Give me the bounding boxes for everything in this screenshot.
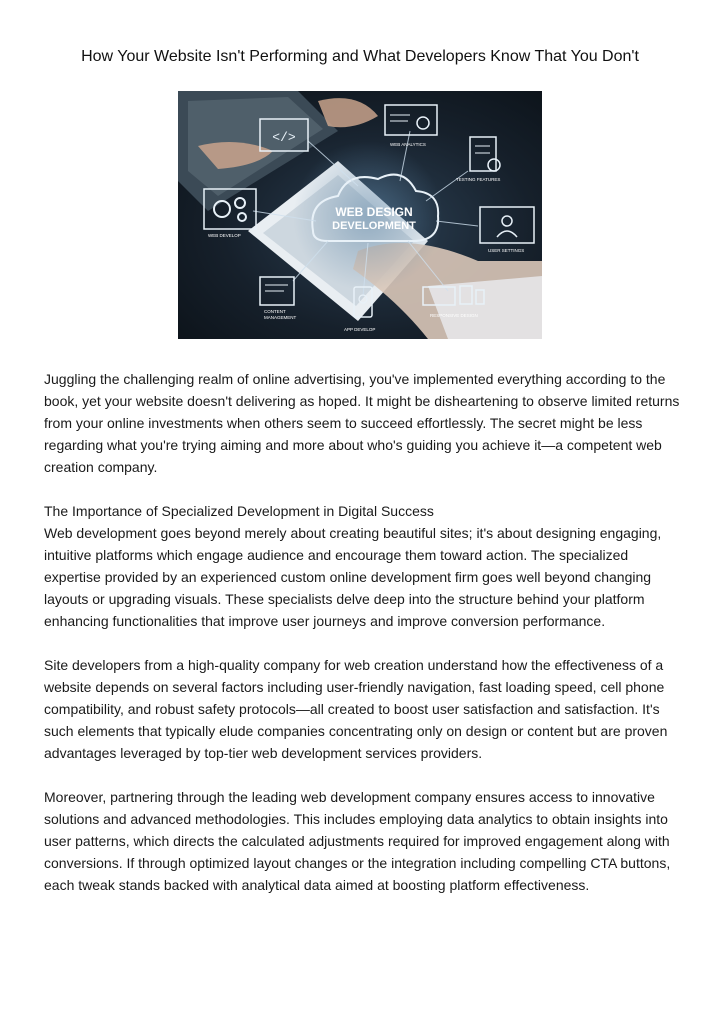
- app-develop-label: APP DEVELOP: [344, 327, 376, 332]
- svg-text:</>: </>: [272, 130, 296, 145]
- section-body-paragraph: Web development goes beyond merely about creating beautiful sites; it's about designing engaging, intuitive platforms which engage audience and encourage them toward action. The specialized expertise provided by an experienced custom online development firm goes well beyond changing layouts or upgrading visuals. These specialists delve deep into the structure behind your platform enhancing functionalities that improve user journeys and improve conversion performance.: [44, 525, 662, 629]
- hero-caption-line1: WEB DESIGN: [335, 205, 413, 219]
- web-develop-label: WEB DEVELOP: [208, 233, 241, 238]
- user-settings-icon: [480, 207, 534, 243]
- testing-features-label: TESTING FEATURES: [456, 177, 501, 182]
- hero-caption-line2: DEVELOPMENT: [332, 220, 416, 232]
- content-management-label-1: CONTENT: [264, 309, 286, 314]
- responsive-design-label: RESPONSIVE DESIGN: [430, 313, 478, 318]
- user-settings-label: USER SETTINGS: [488, 248, 525, 253]
- web-analytics-icon: [385, 105, 437, 135]
- content-management-icon: [260, 277, 294, 305]
- web-analytics-label: WEB ANALYTICS: [390, 142, 426, 147]
- intro-paragraph: Juggling the challenging realm of online advertising, you've implemented everything according to the book, yet your website doesn't delivering as hoped. It might be disheartening to observe limited returns from your online investments when others seem to succeed effortlessly. The secret might be less regarding what you're trying aiming and more about who's guiding you achieve it—a competent web creation company.: [44, 371, 680, 475]
- paragraph-4: Moreover, partnering through the leading web development company ensures access to innovative solutions and advanced methodologies. This includes employing data analytics to obtain insights into user patterns, which directs the calculated adjustments required for improved engagement along with conversions. If through optimized layout changes or the integration including compelling CTA buttons, each tweak stands backed with analytical data aimed at boosting platform effectiveness.: [44, 789, 671, 893]
- document-title: How Your Website Isn't Performing and What Developers Know That You Don't: [81, 48, 639, 65]
- web-design-illustration: [178, 91, 542, 339]
- testing-features-icon: [470, 137, 500, 171]
- hand-top: [318, 98, 378, 127]
- content-management-label-2: MANAGEMENT: [264, 315, 297, 320]
- section-heading: The Importance of Specialized Development in Digital Success: [44, 503, 434, 519]
- article-body: [44, 368, 680, 918]
- hero-image: [178, 91, 542, 339]
- paragraph-3: Site developers from a high-quality company for web creation understand how the effectiveness of a website depends on several factors including user-friendly navigation, fast loading speed, cell phone compatibility, and robust safety protocols—all created to boost user satisfaction and satisfaction. It's such elements that typically elude companies concentrating only on design or content but are proven advantages leveraged by top-tier web development services providers.: [44, 657, 668, 761]
